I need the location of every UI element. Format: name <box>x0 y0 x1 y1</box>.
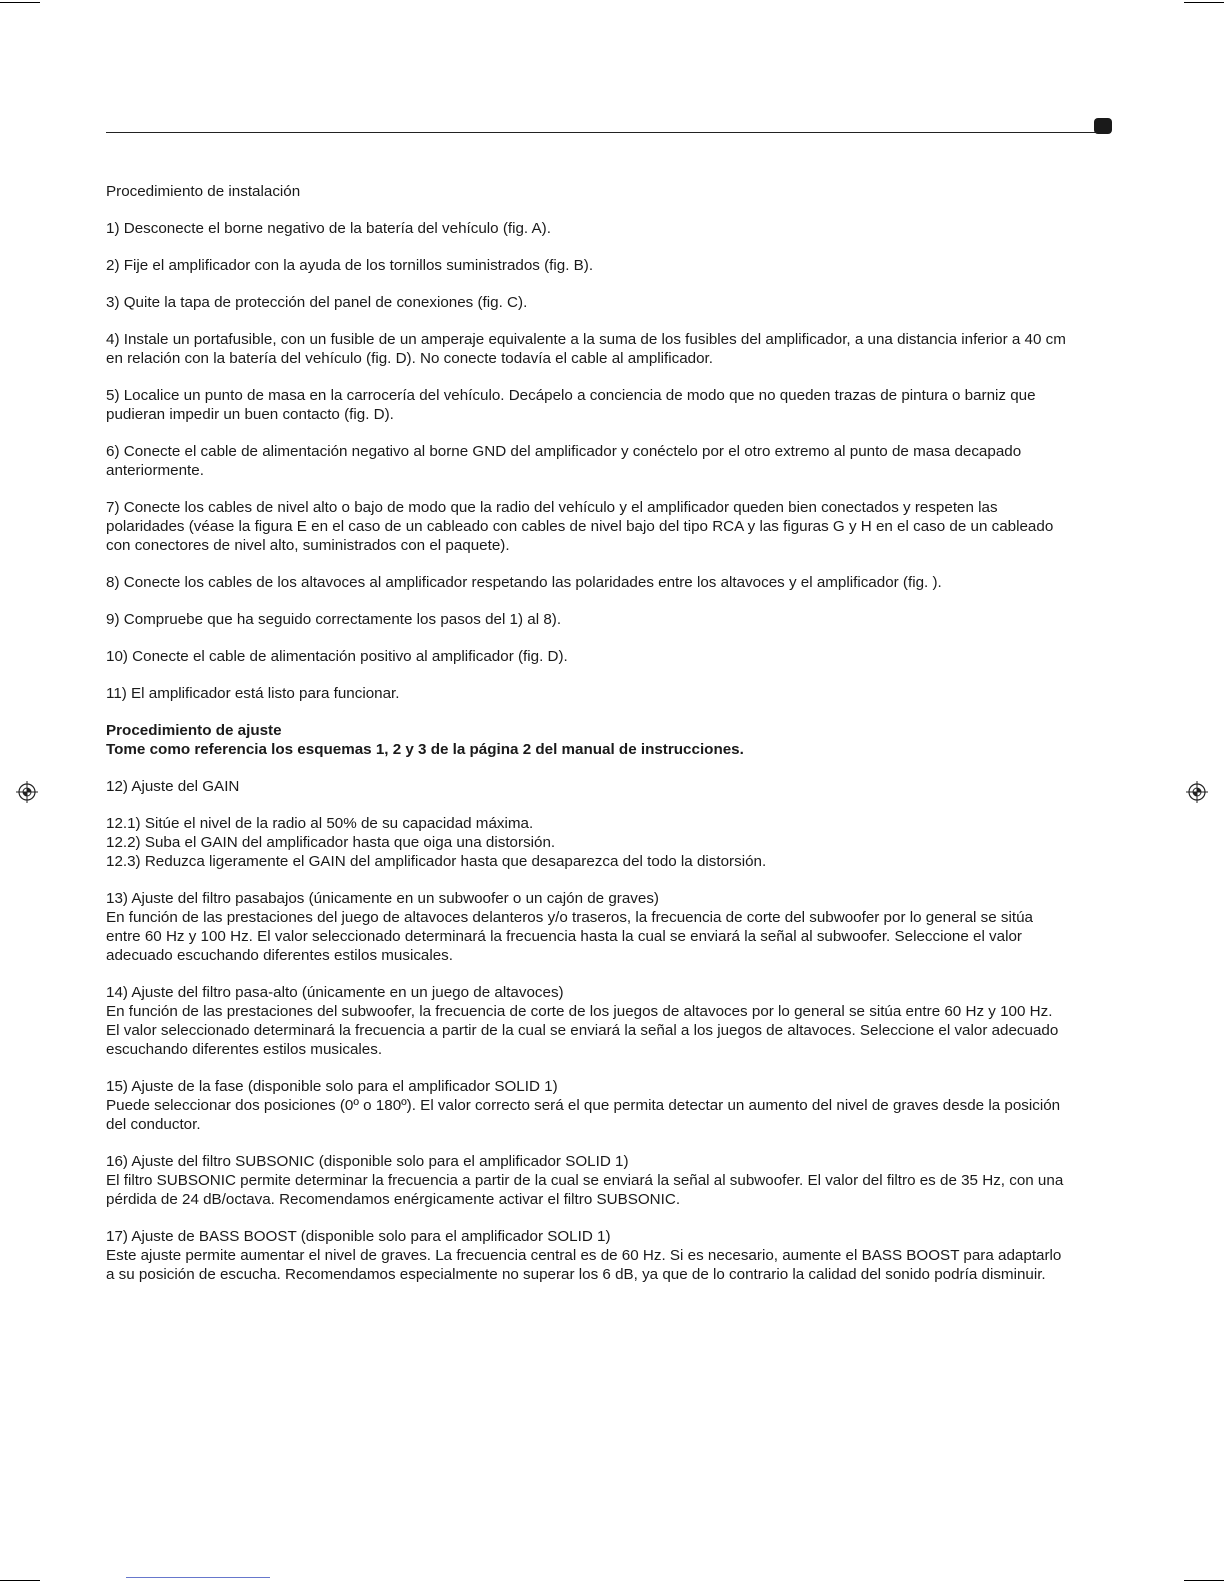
highpass-title: 14) Ajuste del filtro pasa-alto (únicamente en un juego de altavoces) <box>106 984 564 1001</box>
document-body <box>106 182 1066 1302</box>
bassboost-body: Este ajuste permite aumentar el nivel de graves. La frecuencia central es de 60 Hz. Si es necesario, aumente el BASS BOOST para adaptarlo a su posición de escucha. Recomendamos especialmente no superar los 6 dB, ya que de lo contrario la calidad del sonido podría disminuir. <box>106 1247 1062 1283</box>
bassboost-title: 17) Ajuste de BASS BOOST (disponible solo para el amplificador SOLID 1) <box>106 1228 611 1245</box>
install-step: 7) Conecte los cables de nivel alto o bajo de modo que la radio del vehículo y el amplificador queden bien conectados y respeten las polaridades (véase la figura E en el caso de un cableado con cables de nivel bajo del tipo RCA y las figuras G y H en el caso de un cableado con conectores de nivel alto, suministrados con el paquete). <box>106 499 1054 554</box>
registration-mark-icon <box>1186 781 1208 803</box>
install-step: 8) Conecte los cables de los altavoces al amplificador respetando las polaridades entre los altavoces y el amplificador (fig. ). <box>106 574 942 591</box>
registration-mark-icon <box>16 781 38 803</box>
install-step: 11) El amplificador está listo para funcionar. <box>106 685 400 702</box>
install-step: 2) Fije el amplificador con la ayuda de los tornillos suministrados (fig. B). <box>106 257 594 274</box>
install-step: 4) Instale un portafusible, con un fusible de un amperaje equivalente a la suma de los fusibles del amplificador, a una distancia inferior a 40 cm en relación con la batería del vehículo (fig. D). No conecte todavía el cable al amplificador. <box>106 331 1066 367</box>
gain-title: 12) Ajuste del GAIN <box>106 778 240 795</box>
lowpass-body: En función de las prestaciones del juego de altavoces delanteros y/o traseros, la frecuencia de corte del subwoofer por lo general se sitúa entre 60 Hz y 100 Hz. El valor seleccionado determinará la frecuencia hasta la cual se enviará la señal al subwoofer. Seleccione el valor adecuado escuchando diferentes estilos musicales. <box>106 909 1033 964</box>
gain-step: 12.3) Reduzca ligeramente el GAIN del amplificador hasta que desaparezca del todo la distorsión. <box>106 853 767 870</box>
install-step: 9) Compruebe que ha seguido correctamente los pasos del 1) al 8). <box>106 611 562 628</box>
phase-body: Puede seleccionar dos posiciones (0º o 180º). El valor correcto será el que permita detectar un aumento del nivel de graves desde la posición del conductor. <box>106 1097 1061 1133</box>
install-step: 10) Conecte el cable de alimentación positivo al amplificador (fig. D). <box>106 648 568 665</box>
phase-title: 15) Ajuste de la fase (disponible solo para el amplificador SOLID 1) <box>106 1078 558 1095</box>
install-step: 6) Conecte el cable de alimentación negativo al borne GND del amplificador y conéctelo por el otro extremo al punto de masa decapado anteriormente. <box>106 443 1022 479</box>
subsonic-body: El filtro SUBSONIC permite determinar la frecuencia a partir de la cual se enviará la señal al subwoofer. El valor del filtro es de 35 Hz, con una pérdida de 24 dB/octava. Recomendamos enérgicamente activar el filtro SUBSONIC. <box>106 1172 1064 1208</box>
adjust-title: Procedimiento de ajuste <box>106 722 282 739</box>
gain-step: 12.2) Suba el GAIN del amplificador hasta que oiga una distorsión. <box>106 834 556 851</box>
header-tab-marker <box>1094 118 1112 134</box>
highpass-body: En función de las prestaciones del subwoofer, la frecuencia de corte de los juegos de altavoces por lo general se sitúa entre 60 Hz y 100 Hz. El valor seleccionado determinará la frecuencia a partir de la cual se enviará la señal a los juegos de altavoces. Seleccione el valor adecuado escuchando diferentes estilos musicales. <box>106 1003 1059 1058</box>
header-rule <box>106 132 1104 133</box>
lowpass-title: 13) Ajuste del filtro pasabajos (únicamente en un subwoofer o un cajón de graves) <box>106 890 659 907</box>
adjust-reference: Tome como referencia los esquemas 1, 2 y 3 de la página 2 del manual de instrucciones. <box>106 741 744 758</box>
install-step: 3) Quite la tapa de protección del panel de conexiones (fig. C). <box>106 294 528 311</box>
bottom-blue-rule <box>126 1577 270 1578</box>
crop-mark-bottom-left <box>0 1580 40 1581</box>
crop-mark-top-right <box>1184 2 1224 3</box>
subsonic-title: 16) Ajuste del filtro SUBSONIC (disponible solo para el amplificador SOLID 1) <box>106 1153 629 1170</box>
gain-step: 12.1) Sitúe el nivel de la radio al 50% de su capacidad máxima. <box>106 815 534 832</box>
install-step: 1) Desconecte el borne negativo de la batería del vehículo (fig. A). <box>106 220 551 237</box>
crop-mark-top-left <box>0 2 40 3</box>
crop-mark-bottom-right <box>1184 1580 1224 1581</box>
install-step: 5) Localice un punto de masa en la carrocería del vehículo. Decápelo a conciencia de modo que no queden trazas de pintura o barniz que pudieran impedir un buen contacto (fig. D). <box>106 387 1036 423</box>
section-title: Procedimiento de instalación <box>106 183 301 200</box>
